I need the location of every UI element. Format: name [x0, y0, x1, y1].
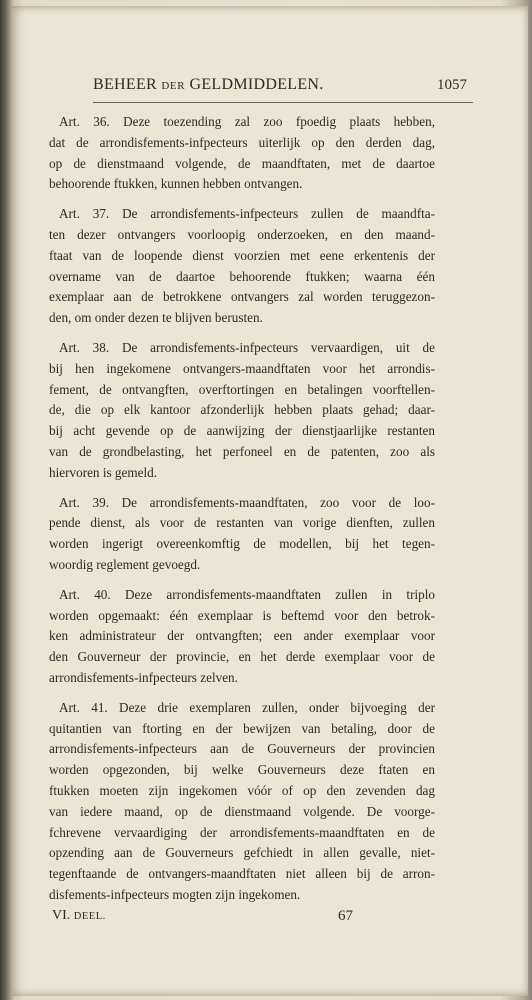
text-line: opzending aan de Gouverneurs gefchiedt in allen gevalle, niet- [49, 845, 435, 861]
text-line: Art. 37. De arrondisfements-infpecteurs zullen de maandfta- [59, 206, 435, 222]
text-line: ftukken moeten zijn ingekomen vóór of op den zevenden dag [49, 782, 435, 798]
article-39 [49, 493, 435, 576]
text-line: de, die op elk kantoor afzonderlijk hebben plaats gehad; daar- [49, 402, 435, 418]
sheet-number: 67 [338, 907, 353, 924]
text-line: den Gouverneur der provincie, en het derde exemplaar voor de [49, 649, 435, 665]
book-page [12, 6, 528, 996]
text-line: dat de arrondisfements-infpecteurs uiterlijk op den derden dag, [49, 134, 435, 150]
text-line: worden ingerigt overeenkomftig de modellen, bij het tegen- [49, 536, 435, 552]
running-title-der: DER [161, 80, 186, 92]
text-line: arrondisfements-infpecteurs zelven. [49, 669, 238, 685]
text-line: arrondisfements-infpecteurs aan de Gouverneurs der provincien [49, 741, 435, 757]
text-line: overname van de daartoe behoorende ftukken; waarna één [49, 268, 435, 284]
text-line: exemplaar aan de betrokkene ontvangers zal worden teruggezon- [49, 289, 435, 305]
text-line: pende dienst, als voor de restanten van vorige dienften, zullen [49, 515, 435, 531]
article-40 [49, 585, 435, 689]
text-line: op de dienstmaand volgende, de maandftaten, met de daartoe [49, 155, 435, 171]
text-line: woordig reglement gevoegd. [49, 556, 201, 572]
text-line: Art. 41. Deze drie exemplaren zullen, onder bijvoeging der [59, 699, 435, 715]
text-line: bij acht gevende op de aanwijzing der dienstjaarlijke restanten [49, 423, 435, 439]
volume-label: DEEL. [73, 910, 106, 922]
text-line: ken administrateur der ontvangften; een ander exemplaar voor [49, 628, 435, 644]
text-line: van iedere maand, op de dienstmaand volgende. De voorge- [49, 803, 435, 819]
volume-signature [52, 908, 106, 924]
text-line: ten dezer ontvangers voorloopig onderzoeken, en den maand- [49, 226, 435, 242]
page-number: 1057 [437, 77, 467, 93]
article-37 [49, 204, 435, 329]
running-head [93, 76, 473, 103]
text-line: ftaat van de loopende dienst voorzien met eene erkentenis der [49, 247, 435, 263]
text-line: behoorende ftukken, kunnen hebben ontvangen. [49, 176, 303, 192]
text-line: Art. 36. Deze toezending zal zoo fpoedig plaats hebben, [59, 114, 435, 129]
text-line: Art. 40. Deze arrondisfements-maandftaten zullen in triplo [59, 586, 435, 602]
text-line: van de grondbelasting, het perfoneel en de patenten, zoo als [49, 443, 435, 459]
text-line: tegenftaande de ontvangers-maandftaten niet alleen bij de arron- [49, 866, 435, 882]
article-36 [49, 112, 435, 195]
text-line: worden opgezonden, bij welke Gouverneurs deze ftaten en [49, 762, 435, 778]
running-title-part1: BEHEER [93, 76, 158, 93]
text-line: Art. 39. De arrondisfements-maandftaten, zoo voor de loo- [59, 494, 435, 510]
article-41 [49, 698, 435, 906]
text-line: den, om onder dezen te blijven berusten. [49, 310, 263, 326]
running-title-part2: GELDMIDDELEN. [189, 76, 324, 93]
text-line: fement, de ontvangften, overftortingen en betalingen voorftellen- [49, 381, 435, 397]
text-line: quitantien van ftorting en der bewijzen van betaling, door de [49, 720, 435, 736]
text-line: Art. 38. De arrondisfements-infpecteurs vervaardigen, uit de [59, 339, 435, 355]
text-line: hiervoren is gemeld. [49, 464, 158, 480]
text-line: fchrevene vervaardiging der arrondisfements-maandftaten en de [49, 824, 435, 840]
text-line: bij hen ingekomene ontvangers-maandftaten voor het arrondis- [49, 360, 435, 376]
page-footer [49, 908, 435, 930]
volume-number: VI. [52, 907, 71, 923]
text-line: worden opgemaakt: één exemplaar is beftemd voor den betrok- [49, 607, 435, 623]
running-title [93, 76, 324, 94]
text-block [49, 76, 467, 930]
text-line: disfements-infpecteurs mogten zijn ingekomen. [49, 886, 301, 902]
article-38 [49, 338, 435, 484]
